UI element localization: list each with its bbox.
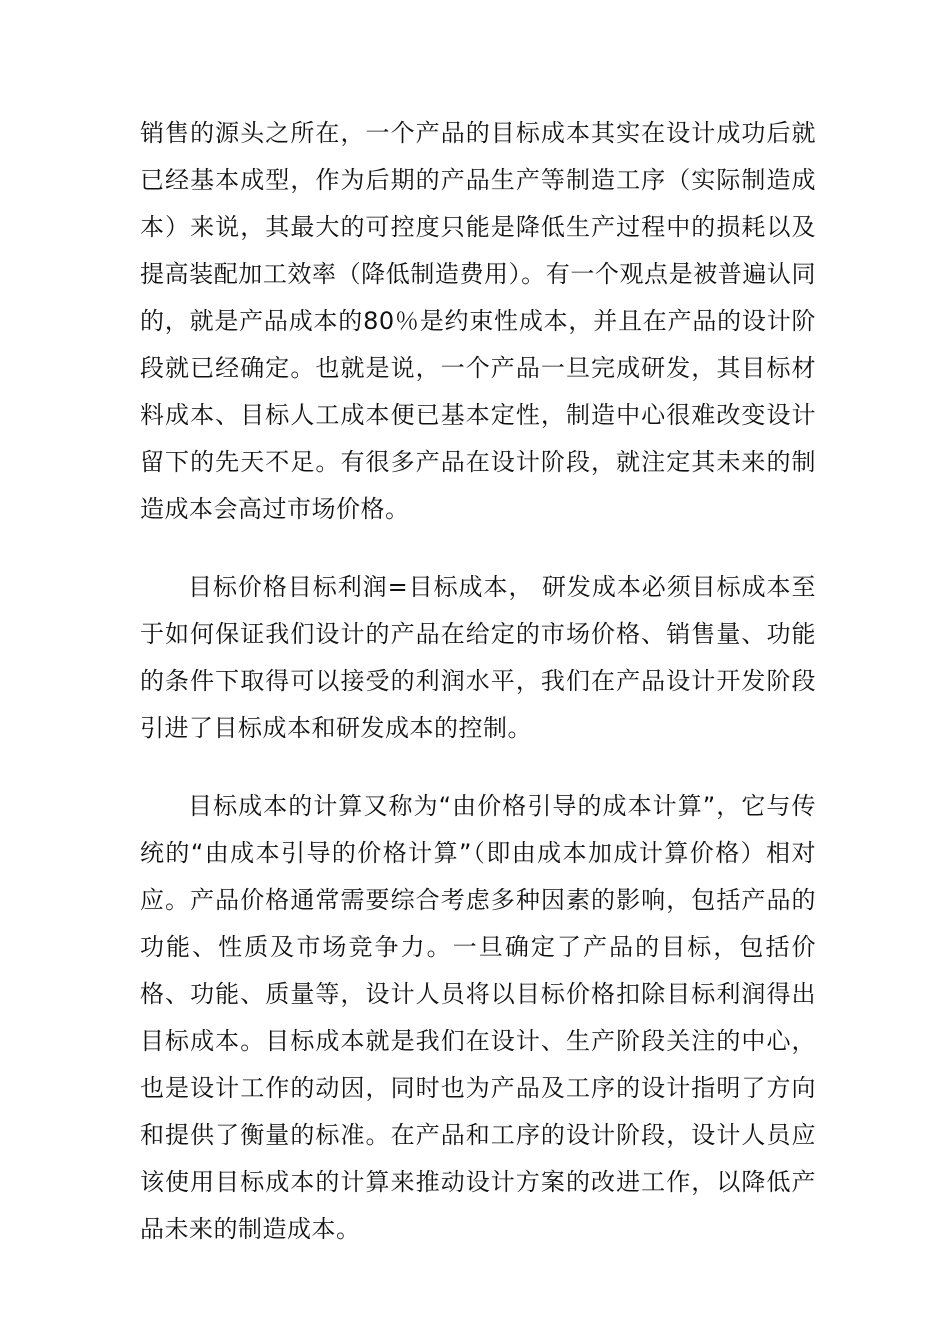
document-body — [140, 110, 816, 1253]
paragraph-gap — [140, 752, 816, 783]
paragraph-target-cost-calculation: 目标成本的计算又称为“由价格引导的成本计算”，它与传统的“由成本引导的价格计算”（即由成本加成计算价格）相对应。产品价格通常需要综合考虑多种因素的影响，包括产品的功能、性质及市场竞争力。一旦确定了产品的目标，包括价格、功能、质量等，设计人员将以目标价格扣除目标利润得出目标成本。目标成本就是我们在设计、生产阶段关注的中心，也是设计工作的动因，同时也为产品及工序的设计指明了方向和提供了衡量的标准。在产品和工序的设计阶段，设计人员应该使用目标成本的计算来推动设计方案的改进工作，以降低产品未来的制造成本。 — [140, 792, 816, 1243]
paragraph-gap — [140, 533, 816, 564]
paragraph-continued: 销售的源头之所在，一个产品的目标成本其实在设计成功后就已经基本成型，作为后期的产品生产等制造工序（实际制造成本）来说，其最大的可控度只能是降低生产过程中的损耗以及提高装配加工效率（降低制造费用）。有一个观点是被普遍认同的，就是产品成本的80％是约束性成本，并且在产品的设计阶段就已经确定。也就是说，一个产品一旦完成研发，其目标材料成本、目标人工成本便已基本定性，制造中心很难改变设计留下的先天不足。有很多产品在设计阶段，就注定其未来的制造成本会高过市场价格。 — [140, 119, 816, 523]
paragraph-target-profit: 目标价格目标利润=目标成本， 研发成本必须目标成本至于如何保证我们设计的产品在给定的市场价格、销售量、功能的条件下取得可以接受的利润水平，我们在产品设计开发阶段引进了目标成本和研发成本的控制。 — [140, 573, 816, 742]
